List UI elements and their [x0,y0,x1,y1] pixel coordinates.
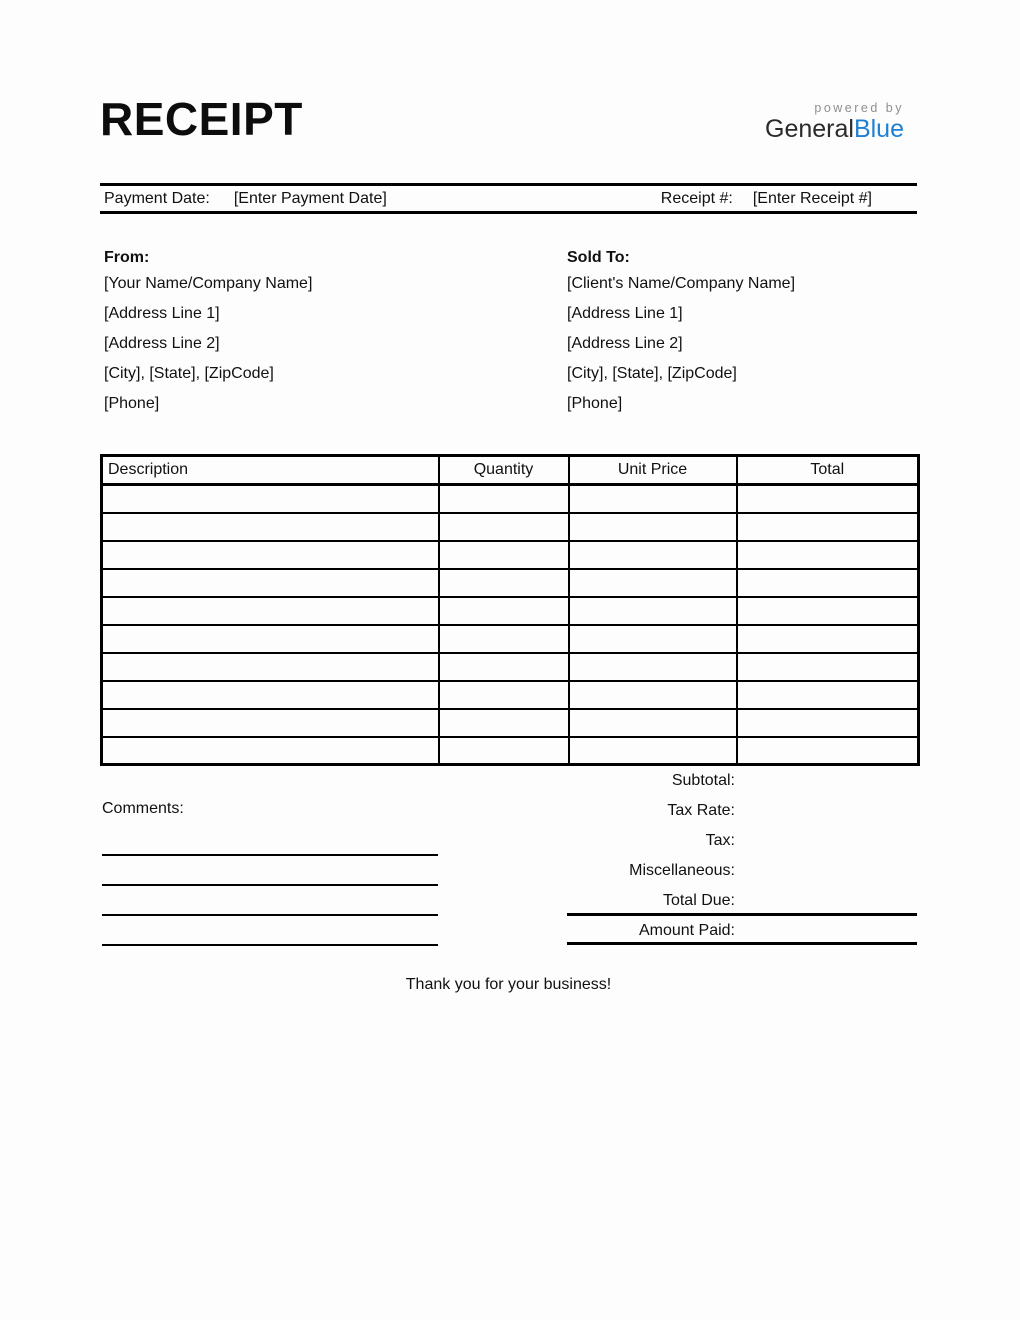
items-table-cell-empty[interactable] [569,625,737,653]
from-block [100,247,567,419]
items-table-cell-empty[interactable] [737,625,919,653]
items-table-cell-empty[interactable] [102,709,439,737]
thank-you-note: Thank you for your business! [405,976,612,993]
items-table [100,454,920,766]
comment-line[interactable] [102,856,438,886]
items-table-cell-empty[interactable] [569,569,737,597]
total-due-label: Total Due: [567,886,917,916]
receipt-number-field[interactable]: [Enter Receipt #] [752,189,872,207]
column-header-quantity: Quantity [439,456,569,485]
items-table-cell-empty[interactable] [439,625,569,653]
powered-by-text: powered by [814,101,904,115]
items-table-row [102,569,919,597]
items-table-cell-empty[interactable] [569,653,737,681]
sold-to-address2-field[interactable]: [Address Line 2] [567,335,683,352]
receipt-number-label: Receipt #: [660,189,733,207]
tax-label: Tax: [705,832,735,849]
items-table-cell-empty[interactable] [102,541,439,569]
sold-to-heading: Sold To: [567,249,630,266]
from-address2-field[interactable]: [Address Line 2] [104,335,220,352]
parties-section [100,247,917,419]
comment-lines [102,826,567,946]
items-table-cell-empty[interactable] [737,709,919,737]
items-table-cell-empty[interactable] [102,597,439,625]
items-table-cell-empty[interactable] [102,653,439,681]
items-table-cell-empty[interactable] [569,541,737,569]
items-table-row [102,653,919,681]
column-header-description: Description [102,456,439,485]
column-header-total: Total [737,456,919,485]
items-table-cell-empty[interactable] [569,737,737,765]
receipt-number-group [661,190,872,208]
from-phone-field[interactable]: [Phone] [104,395,160,412]
comment-line[interactable] [102,826,438,856]
sold-to-name-field[interactable]: [Client's Name/Company Name] [567,275,796,292]
items-table-cell-empty[interactable] [737,485,919,513]
items-table-cell-empty[interactable] [737,737,919,765]
items-table-cell-empty[interactable] [569,597,737,625]
items-table-cell-empty[interactable] [569,513,737,541]
items-table-cell-empty[interactable] [737,597,919,625]
items-table-row [102,681,919,709]
items-table-row [102,625,919,653]
comments-block [100,766,567,946]
items-table-cell-empty[interactable] [569,681,737,709]
totals-block [567,766,917,946]
items-table-header [102,456,919,485]
items-table-cell-empty[interactable] [102,681,439,709]
sold-to-city-state-zip-field[interactable]: [City], [State], [ZipCode] [567,365,737,382]
comment-line[interactable] [102,916,438,946]
items-table-row [102,737,919,765]
items-table-cell-empty[interactable] [439,541,569,569]
items-table-cell-empty[interactable] [102,737,439,765]
items-table-cell-empty[interactable] [439,709,569,737]
items-table-row [102,485,919,513]
miscellaneous-label: Miscellaneous: [629,862,735,879]
sold-to-address1-field[interactable]: [Address Line 1] [567,305,683,322]
amount-paid-label: Amount Paid: [567,916,917,945]
items-table-cell-empty[interactable] [102,485,439,513]
items-table-row [102,541,919,569]
items-table-row [102,513,919,541]
sold-to-block [567,247,917,419]
comment-line[interactable] [102,886,438,916]
sold-to-phone-field[interactable]: [Phone] [567,395,623,412]
items-table-cell-empty[interactable] [439,681,569,709]
items-table-cell-empty[interactable] [569,485,737,513]
items-table-cell-empty[interactable] [102,569,439,597]
brand-wordmark [765,115,904,144]
tax-rate-label: Tax Rate: [667,802,735,819]
items-table-row [102,597,919,625]
from-name-field[interactable]: [Your Name/Company Name] [104,275,313,292]
payment-date-field[interactable]: [Enter Payment Date] [233,189,387,207]
comments-label: Comments: [102,800,184,817]
summary-section [100,766,917,946]
payment-date-label: Payment Date: [104,189,210,207]
page-title: RECEIPT [100,93,303,145]
items-table-cell-empty[interactable] [439,569,569,597]
items-table-cell-empty[interactable] [737,653,919,681]
payment-date-group [104,190,387,208]
items-table-cell-empty[interactable] [439,653,569,681]
subtotal-label: Subtotal: [671,772,735,789]
brand-general: General [765,115,854,144]
column-header-unit-price: Unit Price [569,456,737,485]
items-table-cell-empty[interactable] [737,513,919,541]
from-city-state-zip-field[interactable]: [City], [State], [ZipCode] [104,365,274,382]
items-table-cell-empty[interactable] [569,709,737,737]
items-table-cell-empty[interactable] [102,625,439,653]
items-table-cell-empty[interactable] [737,681,919,709]
items-table-row [102,709,919,737]
items-table-cell-empty[interactable] [439,597,569,625]
items-table-header-row [102,456,919,485]
from-address1-field[interactable]: [Address Line 1] [104,305,220,322]
items-table-cell-empty[interactable] [439,513,569,541]
from-heading: From: [104,249,150,266]
payment-info-bar [100,183,917,214]
items-table-cell-empty[interactable] [737,541,919,569]
items-table-cell-empty[interactable] [737,569,919,597]
items-table-cell-empty[interactable] [102,513,439,541]
header [100,93,917,145]
items-table-cell-empty[interactable] [439,485,569,513]
general-blue-logo [765,101,904,144]
brand-blue: Blue [853,115,904,144]
items-table-body [102,485,919,765]
items-table-cell-empty[interactable] [439,737,569,765]
